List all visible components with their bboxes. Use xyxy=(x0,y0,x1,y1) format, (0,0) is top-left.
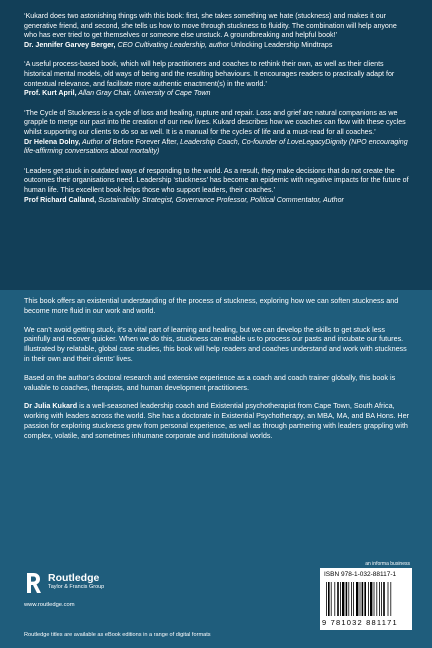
reviewer-name: Dr Helena Dolny, xyxy=(24,137,81,146)
reviewer-name: Prof. Kurt April, xyxy=(24,89,77,98)
barcode-bar xyxy=(383,582,385,616)
review-text: ‘The Cycle of Stuckness is a cycle of loss and healing, rupture and repair. Loss and grief are natural companions as we grapple to merge our past into the creation of our new lives. Kukard describes how we coaches can flow with these cycles whilst supporting our clients to do so as well. It is a manual for the cycles of life and a must-read for all coaches.’ xyxy=(24,108,406,136)
barcode-bar xyxy=(374,582,375,616)
barcode-bar xyxy=(351,582,352,616)
review-text: ‘Kukard does two astonishing things with this book: first, she takes something we hate (stuckness) and makes it our generative friend, and second, she tells us how to move through stuckness to fluidity. The combination will help anyone who has ever tried to get themselves or someone else unstuck. A groundbreaking and helpful book!’ xyxy=(24,12,397,40)
reviewer-name: Prof Richard Calland, xyxy=(24,195,97,204)
barcode-panel xyxy=(320,568,412,630)
barcode-bar xyxy=(356,582,358,616)
barcode-bar xyxy=(376,582,377,616)
reviewer-role-continued: Leadership Coach, Co-founder of LoveLegacyDignity (NPO encouraging life-affirming conversations about mortality) xyxy=(24,137,408,156)
barcode-bar xyxy=(364,582,366,616)
review-quote-1 xyxy=(24,12,410,50)
description-paragraph-1: This book offers an existential understanding of the process of stuckness, exploring how we can soften stuckness and become more fluid in our work and world. xyxy=(24,296,399,315)
reviewer-role: Allan Gray Chair, University of Cape Town xyxy=(76,89,211,98)
reviewer-role: Sustainability Strategist, Governance Professor, Political Commentator, Author xyxy=(96,195,344,204)
barcode-bar xyxy=(379,582,380,616)
book-description xyxy=(24,296,410,450)
barcode-bar xyxy=(388,582,389,616)
review-attribution xyxy=(24,196,410,206)
review-attribution xyxy=(24,89,410,99)
isbn-label: ISBN 978-1-032-88117-1 xyxy=(324,571,397,578)
barcode-bar xyxy=(370,582,372,616)
review-quote-4 xyxy=(24,167,410,205)
barcode-bar xyxy=(340,582,341,616)
reviewer-work: Unlocking Leadership Mindtraps xyxy=(231,40,333,49)
barcode-bar xyxy=(326,582,327,616)
author-bio xyxy=(24,401,410,440)
publisher-group: Taylor & Francis Group xyxy=(48,584,105,590)
barcode-bar xyxy=(353,582,354,616)
description-paragraph-2: We can’t avoid getting stuck, it’s a vital part of learning and healing, but we can develop the skills to get stuck less painfully and recover quicker. When we do this, stuckness can enable us to process our pasts and incubate our futures. Illustrated by relatable, global case studies, this book will help readers and coaches understand and work with stuckness in their own and their clients’ lives. xyxy=(24,324,407,363)
barcode-bar xyxy=(360,582,361,616)
barcode-bar xyxy=(390,582,391,616)
barcode-image xyxy=(326,582,406,616)
review-list xyxy=(24,12,410,215)
review-text: ‘Leaders get stuck in outdated ways of responding to the world. As a result, they make decisions that do not create the outcomes their organisations need. Leadership ‘stuckness’ has become an epidemic with negative impacts for the future of human life. This excellent book helps those who support leaders, their coaches.’ xyxy=(24,166,409,194)
author-name: Dr Julia Kukard xyxy=(24,401,78,411)
barcode-bar xyxy=(348,582,349,616)
barcode-bar xyxy=(368,582,369,616)
review-quote-2 xyxy=(24,60,410,98)
description-paragraph-3: Based on the author’s doctoral research and extensive experience as a coach and coach trainer globally, this book is valuable to coaches, therapists, and human development practitioners. xyxy=(24,372,396,392)
publisher-url[interactable]: www.routledge.com xyxy=(24,602,75,608)
reviewer-work: Before Forever After, xyxy=(112,137,181,146)
review-quote-3 xyxy=(24,109,410,157)
reviewer-role: CEO Cultivating Leadership, author xyxy=(115,40,232,49)
publisher-name: Routledge xyxy=(48,572,100,584)
reviewer-role: Author of xyxy=(80,137,113,146)
barcode-bar xyxy=(334,582,335,616)
barcode-bar xyxy=(346,582,348,616)
ebook-note: Routledge titles are available as eBook editions in a range of digital formats xyxy=(24,632,211,638)
barcode-bar xyxy=(328,582,330,616)
barcode-bar xyxy=(362,582,364,616)
barcode-bar xyxy=(331,582,332,616)
author-bio-text: is a well-seasoned leadership coach and Existential psychotherapist from Cape Town, South Africa, working with leaders across the world. She has a doctorate in Existential Psychotherapy, an MBA, MA, and BA Hons. Her passion for exploring stuckness grew from personal experience, as well as through partnering with leaders grappling with complex, volatile, and sometimes inhumane corporate and institutional worlds. xyxy=(24,401,409,440)
barcode-number: 9 781032 881171 xyxy=(322,618,398,627)
review-attribution xyxy=(24,41,410,51)
reviewer-name: Dr. Jennifer Garvey Berger, xyxy=(24,40,116,49)
review-attribution xyxy=(24,138,410,157)
barcode-bar xyxy=(342,582,344,616)
review-text: ‘A useful process-based book, which will help practitioners and coaches to rethink their own, as well as their clients historical mental models, old ways of being and the resulting behaviours. It encourages readers to practically adapt for contextual relevance, and facilitate more authentic enactment(s) in the world.’ xyxy=(24,60,395,88)
barcode-bar xyxy=(381,582,382,616)
routledge-logo-icon xyxy=(24,572,42,594)
barcode-bar xyxy=(337,582,339,616)
informa-business-label: an informa business xyxy=(365,561,410,567)
